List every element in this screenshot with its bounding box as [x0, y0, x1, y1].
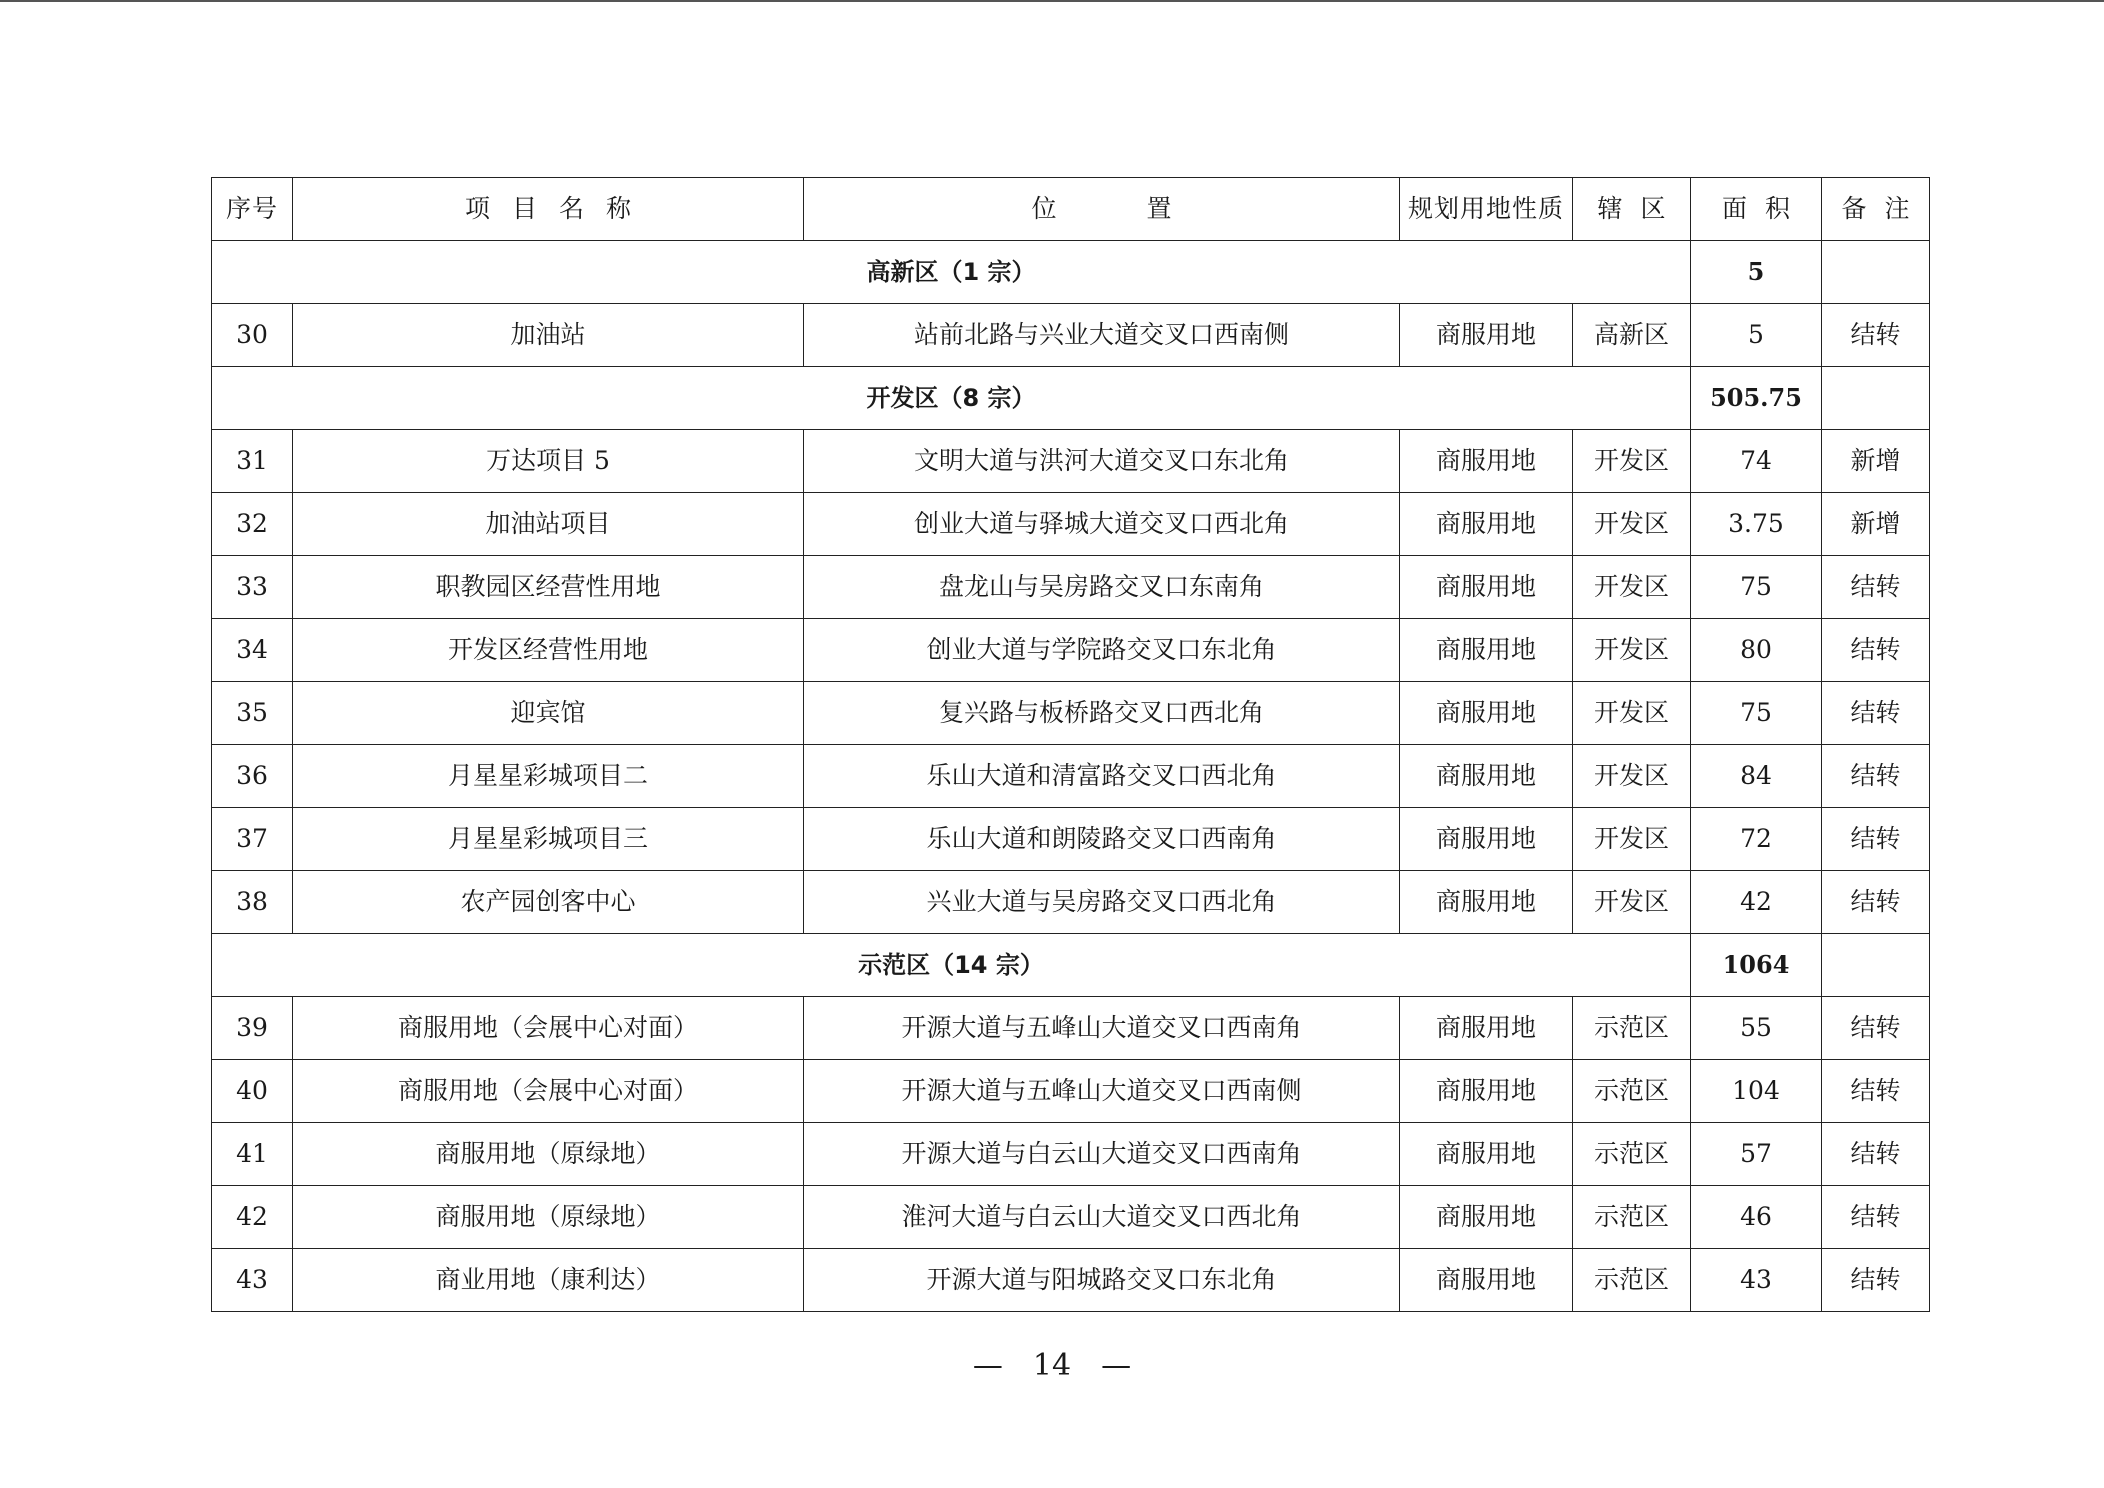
row-district: 开发区	[1573, 493, 1691, 556]
header-note: 备注	[1822, 178, 1930, 241]
row-land-use: 商服用地	[1400, 745, 1573, 808]
row-index: 34	[212, 619, 293, 682]
table-row	[212, 745, 1930, 808]
row-area: 5	[1691, 304, 1822, 367]
group-note-empty	[1822, 241, 1930, 304]
row-district: 示范区	[1573, 1123, 1691, 1186]
row-location: 盘龙山与吴房路交叉口东南角	[804, 556, 1400, 619]
row-district: 开发区	[1573, 430, 1691, 493]
row-land-use: 商服用地	[1400, 1123, 1573, 1186]
row-location: 乐山大道和清富路交叉口西北角	[804, 745, 1400, 808]
row-project-name: 加油站	[293, 304, 804, 367]
row-location: 开源大道与白云山大道交叉口西南角	[804, 1123, 1400, 1186]
row-project-name: 月星星彩城项目三	[293, 808, 804, 871]
row-land-use: 商服用地	[1400, 1186, 1573, 1249]
row-note: 结转	[1822, 619, 1930, 682]
row-area: 43	[1691, 1249, 1822, 1312]
row-project-name: 加油站项目	[293, 493, 804, 556]
row-index: 40	[212, 1060, 293, 1123]
row-index: 43	[212, 1249, 293, 1312]
row-district: 高新区	[1573, 304, 1691, 367]
row-index: 35	[212, 682, 293, 745]
table-header-row	[212, 178, 1930, 241]
row-note: 结转	[1822, 556, 1930, 619]
land-plan-table	[211, 177, 1930, 1312]
row-area: 55	[1691, 997, 1822, 1060]
row-index: 37	[212, 808, 293, 871]
row-land-use: 商服用地	[1400, 493, 1573, 556]
row-project-name: 农产园创客中心	[293, 871, 804, 934]
row-district: 示范区	[1573, 1249, 1691, 1312]
group-note-empty	[1822, 934, 1930, 997]
row-project-name: 职教园区经营性用地	[293, 556, 804, 619]
row-note: 结转	[1822, 745, 1930, 808]
row-project-name: 万达项目 5	[293, 430, 804, 493]
row-land-use: 商服用地	[1400, 304, 1573, 367]
table-row	[212, 997, 1930, 1060]
row-district: 开发区	[1573, 808, 1691, 871]
row-district: 开发区	[1573, 619, 1691, 682]
header-location: 位置	[804, 178, 1400, 241]
row-note: 结转	[1822, 871, 1930, 934]
header-index: 序号	[212, 178, 293, 241]
row-project-name: 月星星彩城项目二	[293, 745, 804, 808]
row-area: 72	[1691, 808, 1822, 871]
top-border-line	[0, 0, 2104, 2]
group-summary-row	[212, 934, 1930, 997]
table-row	[212, 808, 1930, 871]
row-project-name: 商服用地（会展中心对面）	[293, 997, 804, 1060]
row-project-name: 商业用地（康利达）	[293, 1249, 804, 1312]
row-location: 开源大道与阳城路交叉口东北角	[804, 1249, 1400, 1312]
row-district: 开发区	[1573, 682, 1691, 745]
row-land-use: 商服用地	[1400, 1249, 1573, 1312]
row-land-use: 商服用地	[1400, 682, 1573, 745]
group-title: 高新区（1 宗）	[212, 241, 1691, 304]
table-row	[212, 556, 1930, 619]
row-note: 结转	[1822, 1186, 1930, 1249]
row-area: 75	[1691, 556, 1822, 619]
row-project-name: 商服用地（原绿地）	[293, 1123, 804, 1186]
table-row	[212, 493, 1930, 556]
row-land-use: 商服用地	[1400, 556, 1573, 619]
row-index: 38	[212, 871, 293, 934]
row-note: 结转	[1822, 1249, 1930, 1312]
row-location: 复兴路与板桥路交叉口西北角	[804, 682, 1400, 745]
row-area: 74	[1691, 430, 1822, 493]
row-location: 开源大道与五峰山大道交叉口西南角	[804, 997, 1400, 1060]
row-index: 42	[212, 1186, 293, 1249]
group-total-area: 505.75	[1691, 367, 1822, 430]
row-note: 结转	[1822, 808, 1930, 871]
row-location: 开源大道与五峰山大道交叉口西南侧	[804, 1060, 1400, 1123]
table-body	[212, 241, 1930, 1312]
row-location: 创业大道与学院路交叉口东北角	[804, 619, 1400, 682]
row-location: 站前北路与兴业大道交叉口西南侧	[804, 304, 1400, 367]
table-row	[212, 430, 1930, 493]
row-index: 39	[212, 997, 293, 1060]
row-area: 80	[1691, 619, 1822, 682]
table-row	[212, 1186, 1930, 1249]
row-area: 75	[1691, 682, 1822, 745]
table-row	[212, 304, 1930, 367]
row-area: 84	[1691, 745, 1822, 808]
row-area: 46	[1691, 1186, 1822, 1249]
row-district: 开发区	[1573, 871, 1691, 934]
row-project-name: 商服用地（原绿地）	[293, 1186, 804, 1249]
group-title: 示范区（14 宗）	[212, 934, 1691, 997]
row-location: 淮河大道与白云山大道交叉口西北角	[804, 1186, 1400, 1249]
row-land-use: 商服用地	[1400, 808, 1573, 871]
row-area: 104	[1691, 1060, 1822, 1123]
row-district: 示范区	[1573, 1186, 1691, 1249]
row-index: 36	[212, 745, 293, 808]
row-note: 结转	[1822, 997, 1930, 1060]
header-project-name: 项目名称	[293, 178, 804, 241]
row-location: 兴业大道与吴房路交叉口西北角	[804, 871, 1400, 934]
group-total-area: 5	[1691, 241, 1822, 304]
row-note: 结转	[1822, 304, 1930, 367]
row-district: 开发区	[1573, 745, 1691, 808]
group-note-empty	[1822, 367, 1930, 430]
table-row	[212, 1123, 1930, 1186]
row-note: 新增	[1822, 493, 1930, 556]
row-district: 示范区	[1573, 997, 1691, 1060]
group-summary-row	[212, 367, 1930, 430]
row-district: 示范区	[1573, 1060, 1691, 1123]
row-index: 33	[212, 556, 293, 619]
row-location: 乐山大道和朗陵路交叉口西南角	[804, 808, 1400, 871]
row-note: 新增	[1822, 430, 1930, 493]
row-index: 31	[212, 430, 293, 493]
row-district: 开发区	[1573, 556, 1691, 619]
row-index: 41	[212, 1123, 293, 1186]
row-location: 文明大道与洪河大道交叉口东北角	[804, 430, 1400, 493]
row-land-use: 商服用地	[1400, 619, 1573, 682]
table-row	[212, 619, 1930, 682]
table-row	[212, 1249, 1930, 1312]
group-summary-row	[212, 241, 1930, 304]
row-note: 结转	[1822, 1123, 1930, 1186]
table-row	[212, 1060, 1930, 1123]
group-title: 开发区（8 宗）	[212, 367, 1691, 430]
row-project-name: 商服用地（会展中心对面）	[293, 1060, 804, 1123]
group-total-area: 1064	[1691, 934, 1822, 997]
row-land-use: 商服用地	[1400, 871, 1573, 934]
table-row	[212, 682, 1930, 745]
page-number: — 14 —	[972, 1348, 1132, 1383]
row-index: 32	[212, 493, 293, 556]
table-row	[212, 871, 1930, 934]
row-land-use: 商服用地	[1400, 997, 1573, 1060]
row-land-use: 商服用地	[1400, 430, 1573, 493]
row-location: 创业大道与驿城大道交叉口西北角	[804, 493, 1400, 556]
row-note: 结转	[1822, 682, 1930, 745]
header-area: 面积	[1691, 178, 1822, 241]
row-note: 结转	[1822, 1060, 1930, 1123]
row-project-name: 开发区经营性用地	[293, 619, 804, 682]
row-area: 42	[1691, 871, 1822, 934]
row-index: 30	[212, 304, 293, 367]
row-project-name: 迎宾馆	[293, 682, 804, 745]
header-land-use: 规划用地性质	[1400, 178, 1573, 241]
row-area: 3.75	[1691, 493, 1822, 556]
row-land-use: 商服用地	[1400, 1060, 1573, 1123]
header-district: 辖区	[1573, 178, 1691, 241]
row-area: 57	[1691, 1123, 1822, 1186]
